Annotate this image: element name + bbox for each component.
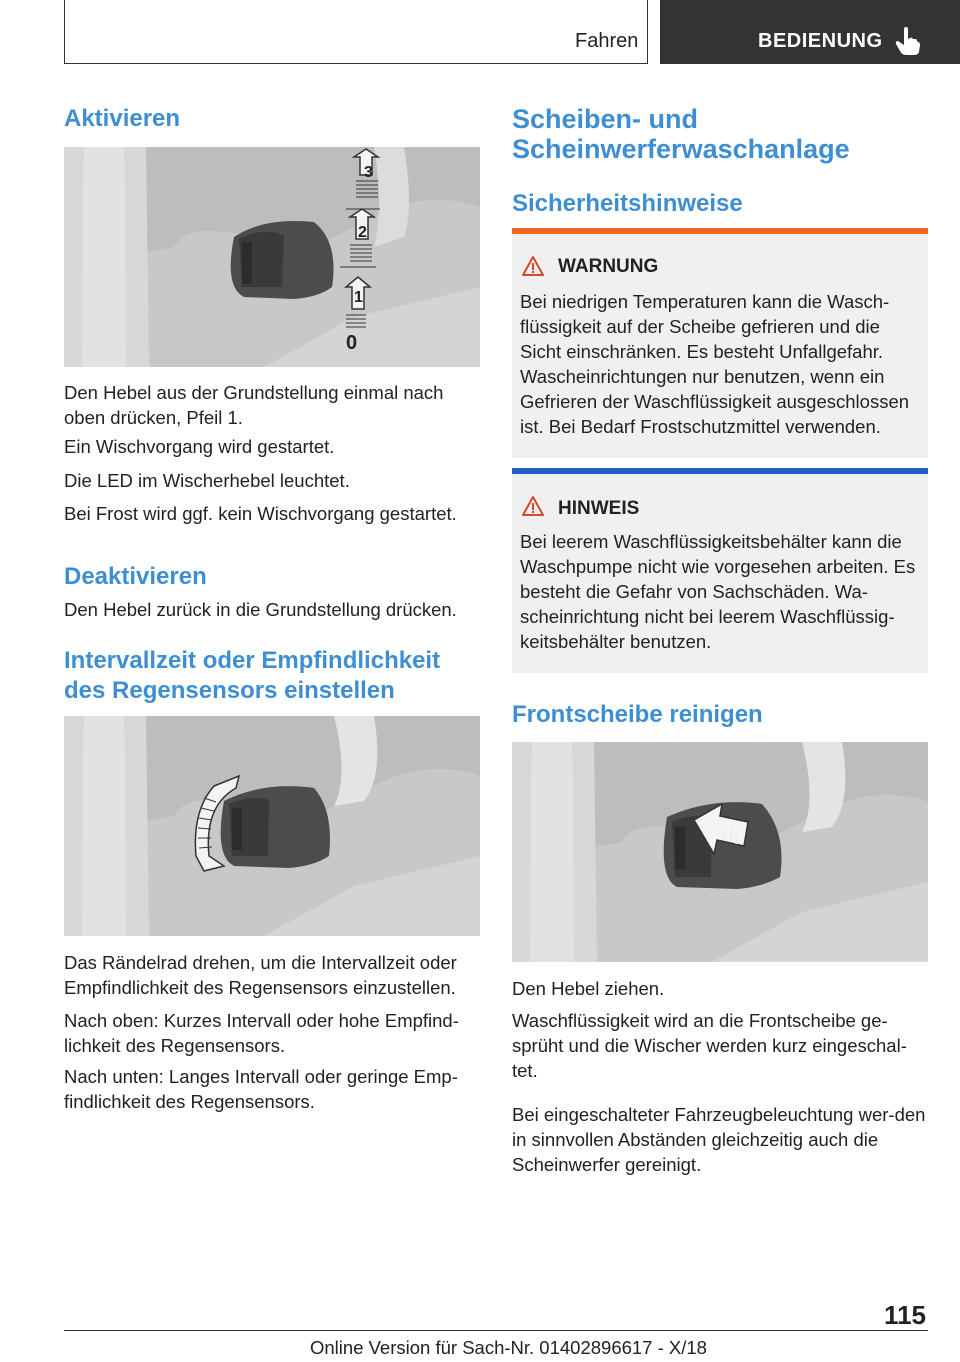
warning-bar <box>512 228 928 234</box>
heading-sicherheitshinweise: Sicherheitshinweise <box>512 190 743 217</box>
hand-pointer-icon <box>895 26 921 56</box>
header-frame <box>64 0 648 64</box>
paragraph: Den Hebel zurück in die Grundstellung drücken. <box>64 599 457 620</box>
heading-deaktivieren: Deaktivieren <box>64 563 207 590</box>
footer-rule <box>64 1330 928 1331</box>
heading-waschanlage-line2: Scheinwerferwaschanlage <box>512 134 850 164</box>
paragraph: Den Hebel aus der Grundstellung einmal nach oben drücken, Pfeil 1. <box>64 382 444 428</box>
notice-title: HINWEIS <box>558 498 640 519</box>
paragraph: Den Hebel ziehen. <box>512 978 665 999</box>
photo-lever-pull <box>512 742 928 962</box>
heading-waschanlage-line1: Scheiben- und <box>512 104 699 134</box>
online-version-text: Online Version für Sach-Nr. 01402896617 - X/18 <box>310 1337 707 1358</box>
paragraph: Bei eingeschalteter Fahrzeugbeleuchtung wer-den in sinnvollen Abständen gleichzeitig auch die Scheinwerfer gereinigt. <box>512 1104 926 1175</box>
warning-triangle-icon <box>522 256 544 276</box>
heading-frontscheibe: Frontscheibe reinigen <box>512 701 763 728</box>
heading-intervall-line1: Intervallzeit oder Empfindlichkeit <box>64 647 441 674</box>
label-0: 0 <box>346 332 358 354</box>
paragraph: Nach unten: Langes Intervall oder geringe Emp-findlichkeit des Regensensors. <box>64 1066 458 1112</box>
notice-bar <box>512 468 928 474</box>
heading-intervall-line2: des Regensensors einstellen <box>64 677 395 704</box>
label-1: 1 <box>354 289 363 306</box>
heading-aktivieren: Aktivieren <box>64 105 181 132</box>
label-2: 2 <box>358 224 367 241</box>
paragraph: Die LED im Wischerhebel leuchtet. <box>64 470 350 491</box>
page-number: 115 <box>884 1300 926 1330</box>
photo-lever-up <box>64 147 480 367</box>
photo-lever-wheel <box>64 716 480 936</box>
chapter-label: Fahren <box>575 30 639 52</box>
section-label: BEDIENUNG <box>758 30 883 52</box>
notice-text: Bei leerem Waschflüssigkeitsbehälter kann die Waschpumpe nicht wie vorgesehen arbeiten. Es besteht die Gefahr von Sachschäden. Wa-scheinrichtung nicht bei leerem Waschflüssig-keitsbehälter benutzen. <box>520 531 916 652</box>
warning-title: WARNUNG <box>558 256 659 277</box>
notice-box <box>512 468 928 673</box>
paragraph: Ein Wischvorgang wird gestartet. <box>64 436 335 457</box>
label-3: 3 <box>364 164 373 181</box>
paragraph: Bei Frost wird ggf. kein Wischvorgang gestartet. <box>64 503 457 524</box>
paragraph: Das Rändelrad drehen, um die Intervallzeit oder Empfindlichkeit des Regensensors einzustellen. <box>64 952 457 998</box>
paragraph: Nach oben: Kurzes Intervall oder hohe Empfind-lichkeit des Regensensors. <box>64 1010 459 1056</box>
paragraph: Waschflüssigkeit wird an die Frontscheibe ge-sprüht und die Wischer werden kurz eingeschal-tet. <box>512 1010 907 1081</box>
warning-box <box>512 228 928 458</box>
warning-text: Bei niedrigen Temperaturen kann die Wasch-flüssigkeit auf der Scheibe gefrieren und die Sicht einschränken. Es besteht Unfallgefahr. Wascheinrichtungen nur benutzen, wenn ein Gefrieren der Waschflüssigkeit ausgeschlossen ist. Bei Bedarf Frostschutzmittel verwenden. <box>520 291 910 437</box>
warning-triangle-icon <box>522 496 544 516</box>
